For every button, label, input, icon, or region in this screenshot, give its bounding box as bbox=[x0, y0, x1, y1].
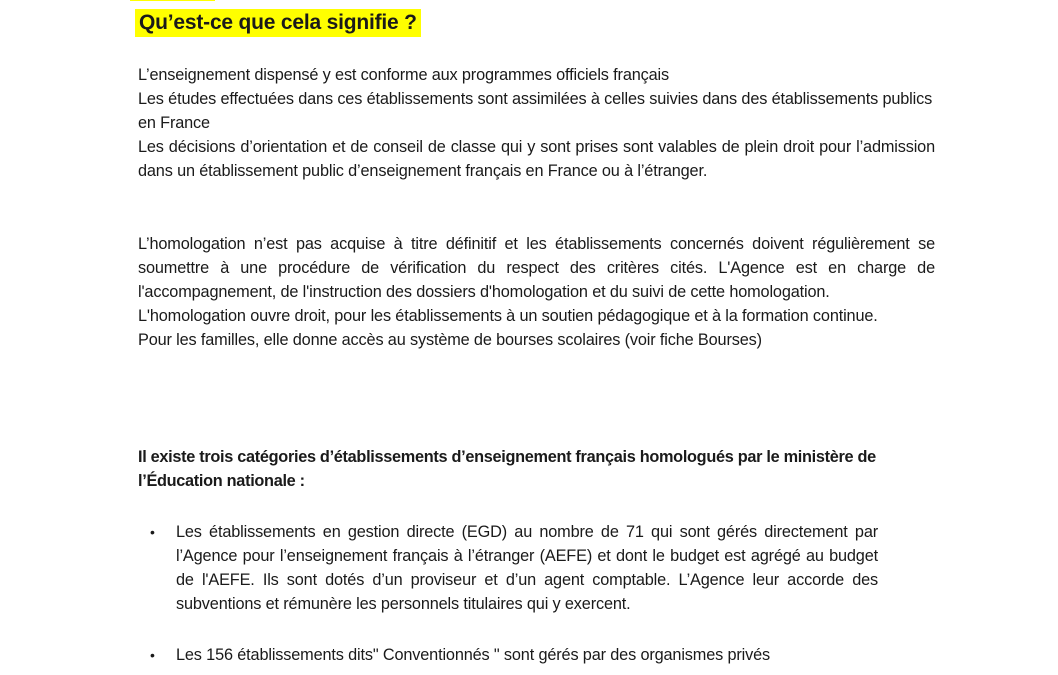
bullet-icon: • bbox=[150, 524, 155, 540]
categories-list bbox=[138, 520, 878, 675]
paragraph-decisions: Les décisions d’orientation et de conseil de classe qui y sont prises sont valables de plein droit pour l’admission dans un établissement public d’enseignement français en France ou à l’étranger. bbox=[138, 138, 935, 180]
paragraph-homologation-droit: L'homologation ouvre droit, pour les établissements à un soutien pédagogique et à la formation continue. bbox=[138, 307, 878, 325]
paragraph-programmes: L’enseignement dispensé y est conforme aux programmes officiels français bbox=[138, 66, 669, 84]
section-heading: Qu’est-ce que cela signifie ? bbox=[135, 9, 421, 37]
paragraph-homologation-verification: L’homologation n’est pas acquise à titre définitif et les établissements concernés doivent régulièrement se soumettre à une procédure de vérification du respect des critères cités. L'Agence est en charge de l'accompagnement, de l'instruction des dossiers d'homologation et du suivi de cette homologation. bbox=[138, 235, 935, 301]
definition-block bbox=[138, 63, 935, 183]
paragraph-etudes: Les études effectuées dans ces établissements sont assimilées à celles suivies dans des établissements publics en France bbox=[138, 90, 933, 132]
list-item-text: Les établissements en gestion directe (EGD) au nombre de 71 qui sont gérés directement par l’Agence pour l’enseignement français à l’étranger (AEFE) et dont le budget est agrégé au budget de l'AEFE. Ils sont dotés d’un proviseur et d’un agent comptable. L’Agence leur accorde des subventions et rémunère les personnels titulaires qui y exercent. bbox=[176, 523, 878, 613]
list-item bbox=[138, 643, 878, 667]
categories-intro: Il existe trois catégories d’établissements d’enseignement français homologués par le ministère de l’Éducation nationale : bbox=[138, 448, 876, 490]
bullet-icon: • bbox=[150, 647, 155, 663]
list-item-text: Les 156 établissements dits" Conventionnés " sont gérés par des organismes privés bbox=[176, 646, 771, 664]
list-item bbox=[138, 520, 878, 616]
highlight-fragment bbox=[130, 0, 215, 1]
paragraph-familles: Pour les familles, elle donne accès au système de bourses scolaires (voir fiche Bourses) bbox=[138, 331, 762, 349]
homologation-block bbox=[138, 232, 935, 352]
